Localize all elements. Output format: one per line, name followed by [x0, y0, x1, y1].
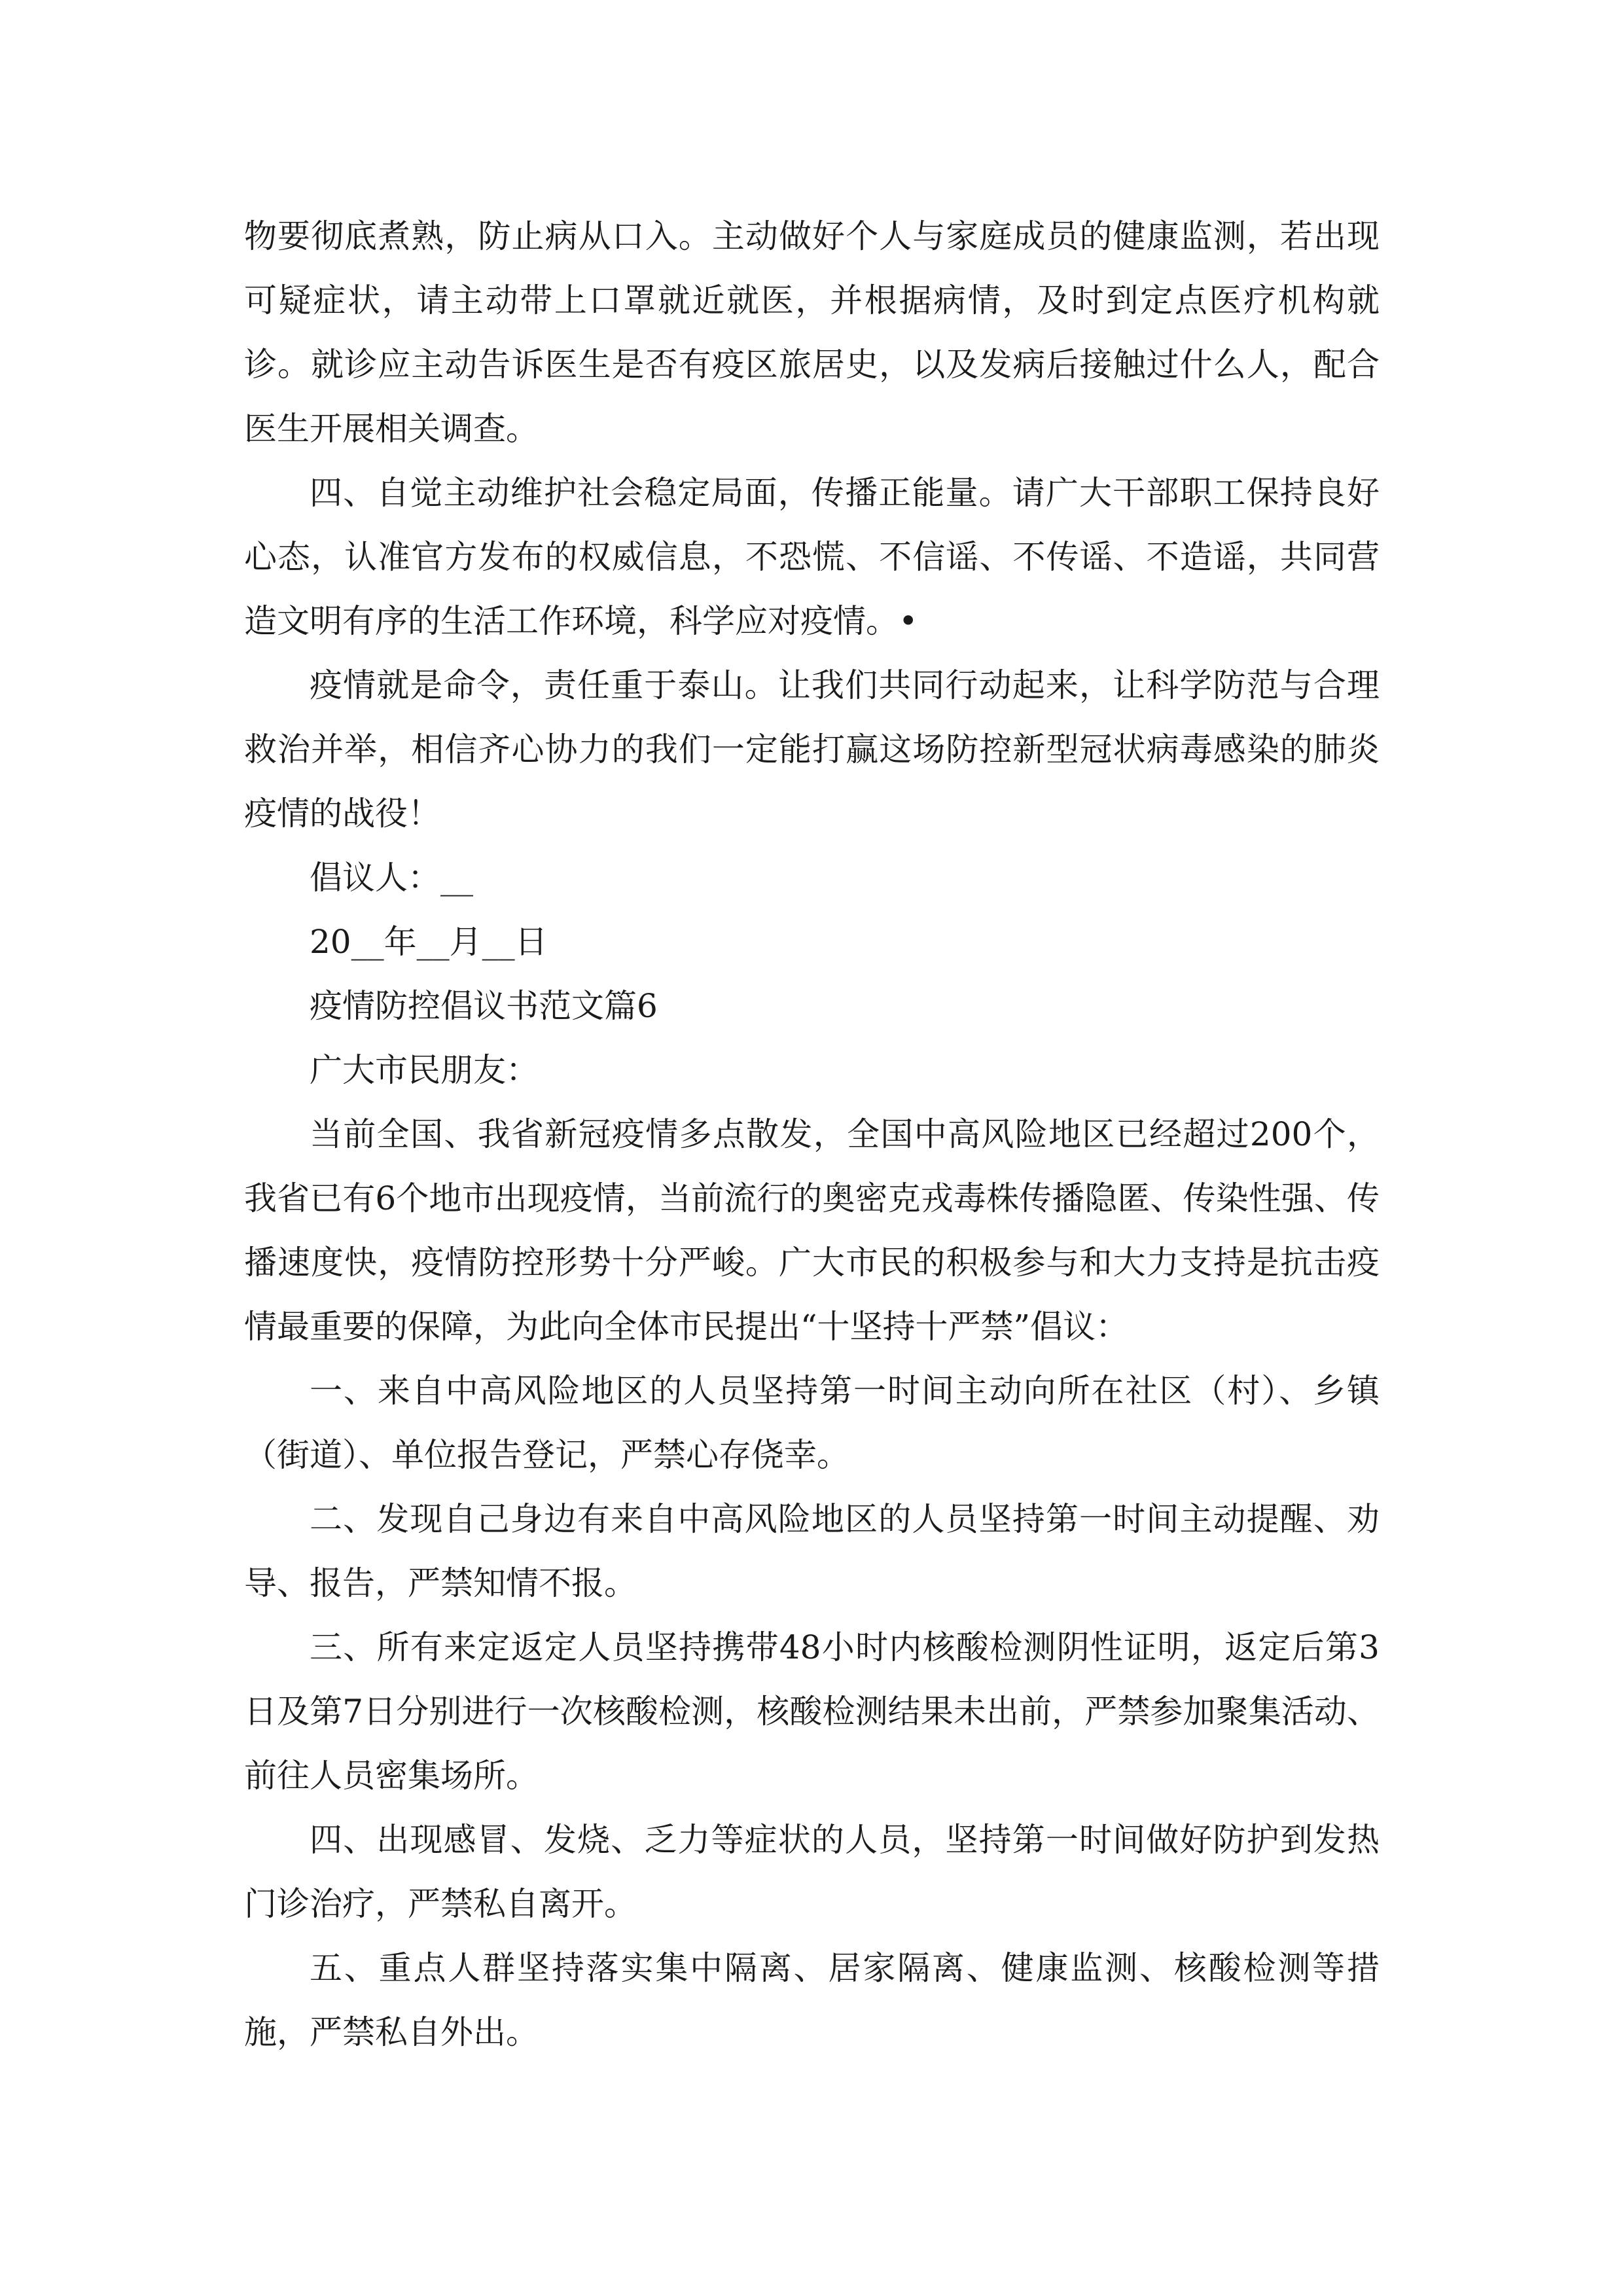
date-line: 20__年__月__日	[310, 923, 548, 961]
paragraph-item-4-social-stability: 四、自觉主动维护社会稳定局面，传播正能量。请广大干部职工保持良好心态，认准官方发布的权威信息，不恐慌、不信谣、不传谣、不造谣，共同营造文明有序的生活工作环境，科学应对疫情。•	[244, 474, 1380, 640]
document-body	[244, 204, 1380, 2064]
paragraph-item-4: 四、出现感冒、发烧、乏力等症状的人员，坚持第一时间做好防护到发热门诊治疗，严禁私自离开。	[244, 1821, 1380, 1923]
paragraph-continuation: 物要彻底煮熟，防止病从口入。主动做好个人与家庭成员的健康监测，若出现可疑症状，请主动带上口罩就近就医，并根据病情，及时到定点医疗机构就诊。就诊应主动告诉医生是否有疫区旅居史，以及发病后接触过什么人，配合医生开展相关调查。	[244, 217, 1380, 448]
salutation: 广大市民朋友：	[310, 1051, 539, 1089]
paragraph-item-1: 一、来自中高风险地区的人员坚持第一时间主动向所在社区（村）、乡镇（街道）、单位报告登记，严禁心存侥幸。	[244, 1372, 1380, 1474]
paragraph-item-2: 二、发现自己身边有来自中高风险地区的人员坚持第一时间主动提醒、劝导、报告，严禁知情不报。	[244, 1500, 1380, 1602]
paragraph-item-5: 五、重点人群坚持落实集中隔离、居家隔离、健康监测、核酸检测等措施，严禁私自外出。	[244, 1949, 1380, 2051]
paragraph-closing: 疫情就是命令，责任重于泰山。让我们共同行动起来，让科学防范与合理救治并举，相信齐心协力的我们一定能打赢这场防控新型冠状病毒感染的肺炎疫情的战役！	[244, 666, 1380, 833]
section-title: 疫情防控倡议书范文篇6	[310, 987, 658, 1025]
signature-line: 倡议人：__	[310, 859, 473, 897]
paragraph-item-3: 三、所有来定返定人员坚持携带48小时内核酸检测阴性证明，返定后第3日及第7日分别进行一次核酸检测，核酸检测结果未出前，严禁参加聚集活动、前往人员密集场所。	[244, 1628, 1380, 1795]
paragraph-intro: 当前全国、我省新冠疫情多点散发，全国中高风险地区已经超过200个，我省已有6个地市出现疫情，当前流行的奥密克戎毒株传播隐匿、传染性强、传播速度快，疫情防控形势十分严峻。广大市民的积极参与和大力支持是抗击疫情最重要的保障，为此向全体市民提出“十坚持十严禁”倡议：	[244, 1115, 1380, 1346]
